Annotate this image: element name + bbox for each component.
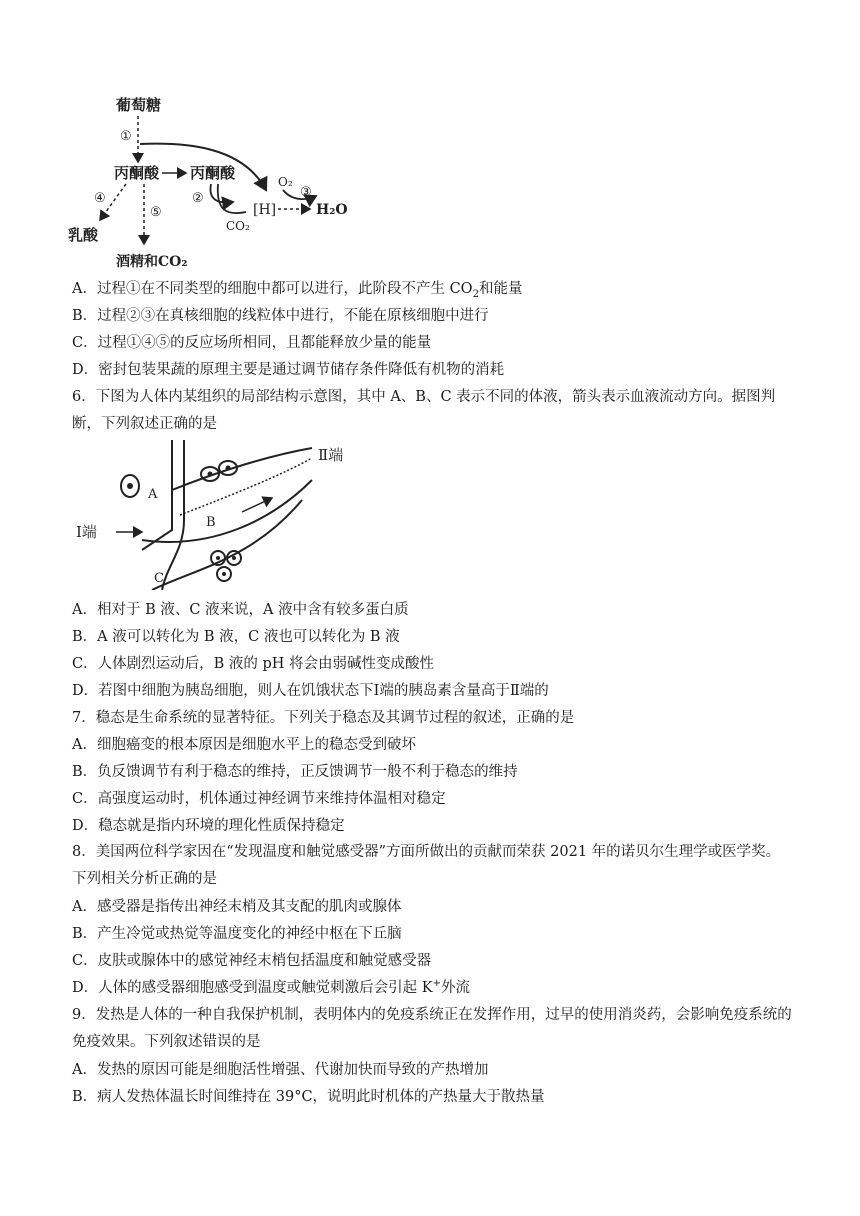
option-text: 过程①④⑤的反应场所相同，且都能释放少量的能量 <box>97 335 432 351</box>
option-letter: B． <box>72 629 98 645</box>
option-text: 过程①在不同类型的细胞中都可以进行，此阶段不产生 CO <box>96 281 473 297</box>
q7-option-a <box>72 735 416 755</box>
option-text: 人体的感受器细胞感受到温度或触觉刺激后会引起 K <box>98 980 433 996</box>
q8-stem: 8．美国两位科学家因在“发现温度和触觉感受器”方面所做出的贡献而荣获 2021 年的诺贝尔生理学或医学奖。下列相关分析正确的是 <box>72 844 781 887</box>
pyruvate-right-label: 丙酮酸 <box>190 164 236 182</box>
option-text: 若图中细胞为胰岛细胞，则人在饥饿状态下Ⅰ端的胰岛素含量高于Ⅱ端的 <box>98 683 549 699</box>
q7-stem: 7．稳态是生命系统的显著特征。下列关于稳态及其调节过程的叙述，正确的是 <box>72 710 575 726</box>
label-end-2: Ⅱ端 <box>318 446 344 464</box>
option-letter: B． <box>72 1089 98 1105</box>
lactic-acid-label: 乳酸 <box>68 226 99 244</box>
q8-option-c <box>72 951 431 971</box>
q7-option-c <box>72 789 446 809</box>
option-text: 人体剧烈运动后，B 液的 pH 将会由弱碱性变成酸性 <box>97 656 435 672</box>
option-text: 皮肤或腺体中的感觉神经末梢包括温度和触觉感受器 <box>97 953 432 969</box>
cell-cluster-icon <box>211 551 241 581</box>
pyruvate-left-label: 丙酮酸 <box>114 164 160 182</box>
option-letter: B． <box>72 926 98 942</box>
q8-option-d <box>72 978 470 998</box>
option-letter: B． <box>72 764 98 780</box>
glucose-label: 葡萄糖 <box>116 96 162 114</box>
option-letter: D． <box>72 980 99 996</box>
q8-option-b <box>72 924 402 944</box>
label-end-1: Ⅰ端 <box>76 523 97 541</box>
option-text: 病人发热体温长时间维持在 39°C，说明此时机体的产热量大于散热量 <box>97 1089 545 1105</box>
tissue-structure-diagram <box>72 440 362 590</box>
option-letter: D． <box>72 683 99 699</box>
q9-option-b <box>72 1087 545 1107</box>
option-text: 负反馈调节有利于稳态的维持，正反馈调节一般不利于稳态的维持 <box>97 764 518 780</box>
option-text: 高强度运动时，机体通过神经调节来维持体温相对稳定 <box>97 791 446 807</box>
option-letter: C． <box>72 791 98 807</box>
option-letter: A． <box>72 1062 97 1078</box>
option-text: 密封包装果蔬的原理主要是通过调节储存条件降低有机物的消耗 <box>98 362 505 378</box>
option-text: 产生冷觉或热觉等温度变化的神经中枢在下丘脑 <box>97 926 402 942</box>
superscript: + <box>432 978 441 990</box>
cell-icon <box>121 475 139 497</box>
h-label: [H] <box>253 202 277 218</box>
option-text: 感受器是指传出神经末梢及其支配的肌肉或腺体 <box>96 899 402 915</box>
option-text: A 液可以转化为 B 液，C 液也可以转化为 B 液 <box>97 629 400 645</box>
q9-option-a <box>72 1060 488 1080</box>
q6-stem: 6．下图为人体内某组织的局部结构示意图，其中 A、B、C 表示不同的体液，箭头表示血液流动方向。据图判断，下列叙述正确的是 <box>72 389 776 432</box>
option-letter: D． <box>72 362 99 378</box>
option-letter: C． <box>72 335 98 351</box>
option-text: 细胞癌变的根本原因是细胞水平上的稳态受到破坏 <box>96 737 416 753</box>
q5-option-a <box>72 279 522 299</box>
option-letter: D． <box>72 818 99 834</box>
option-letter: C． <box>72 953 98 969</box>
h2o-label: H₂O <box>316 202 348 218</box>
q6-option-b <box>72 627 400 647</box>
o2-label: O₂ <box>278 175 293 189</box>
option-text: 发热的原因可能是细胞活性增强、代谢加快而导致的产热增加 <box>96 1062 489 1078</box>
option-letter: C． <box>72 656 98 672</box>
q7-option-d <box>72 816 345 836</box>
label-a: A <box>148 487 158 502</box>
q6-option-c <box>72 654 434 674</box>
q9-stem: 9．发热是人体的一种自我保护机制，表明体内的免疫系统正在发挥作用，过早的使用消炎药，会影响免疫系统的免疫效果。下列叙述错误的是 <box>72 1007 792 1050</box>
step2-label: ② <box>192 191 204 206</box>
ethanol-co2-label: 酒精和CO₂ <box>116 254 188 270</box>
option-text: 稳态就是指内环境的理化性质保持稳定 <box>98 818 345 834</box>
option-text-tail: 和能量 <box>478 281 523 297</box>
q8-option-a <box>72 897 401 917</box>
option-letter: A． <box>72 737 97 753</box>
option-letter: B． <box>72 308 98 324</box>
label-c: C <box>154 571 164 586</box>
respiration-diagram <box>68 92 368 272</box>
q6-option-a <box>72 600 409 620</box>
step4-label: ④ <box>94 191 106 206</box>
subscript: 2 <box>472 288 479 300</box>
option-letter: A． <box>72 899 97 915</box>
step5-label: ⑤ <box>150 205 162 220</box>
q5-option-c <box>72 333 431 353</box>
label-b: B <box>206 515 216 530</box>
option-letter: A． <box>72 602 97 618</box>
option-text: 相对于 B 液、C 液来说，A 液中含有较多蛋白质 <box>96 602 409 618</box>
co2-label: CO₂ <box>226 219 250 233</box>
q5-option-d <box>72 360 504 380</box>
option-letter: A． <box>72 281 97 297</box>
q6-option-d <box>72 681 549 701</box>
step1-label: ① <box>120 129 132 144</box>
q7-option-b <box>72 762 518 782</box>
option-text-tail: 外流 <box>440 980 470 996</box>
option-text: 过程②③在真核细胞的线粒体中进行，不能在原核细胞中进行 <box>97 308 489 324</box>
q5-option-b <box>72 306 489 326</box>
step3-label: ③ <box>300 185 312 200</box>
